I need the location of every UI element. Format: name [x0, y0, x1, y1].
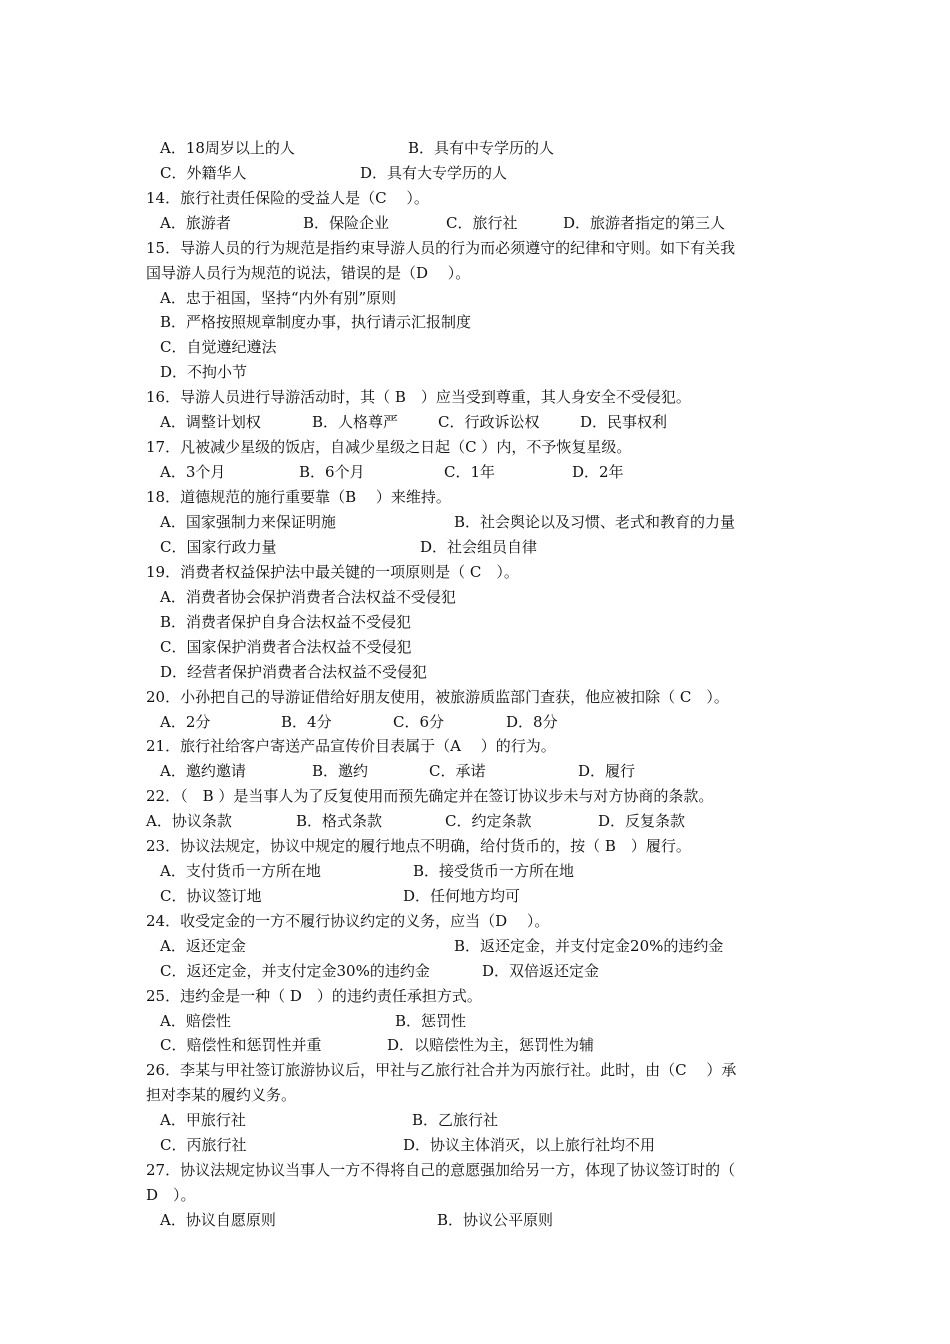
option-item: A．消费者协会保护消费者合法权益不受侵犯: [160, 588, 456, 606]
question-line: 18．道德规范的施行重要靠（B ）来维持。: [146, 488, 451, 506]
option-item: A．返还定金: [160, 937, 246, 955]
option-item: C．返还定金，并支付定金30%的违约金: [160, 962, 430, 980]
option-item: B．严格按照规章制度办事，执行请示汇报制度: [160, 313, 472, 331]
question-line: 26．李某与甲社签订旅游协议后，甲社与乙旅行社合并为丙旅行社。此时，由（C ）承: [146, 1061, 737, 1079]
option-item: D．以赔偿性为主，惩罚性为辅: [387, 1036, 595, 1054]
question-line: 24．收受定金的一方不履行协议约定的义务，应当（D ）。: [146, 912, 550, 930]
option-item: B．4分: [281, 713, 332, 731]
option-item: A．协议条款: [146, 812, 232, 830]
option-item: B．6个月: [299, 463, 365, 481]
question-line: 担对李某的履约义务。: [146, 1086, 297, 1104]
option-item: A．调整计划权: [160, 413, 261, 431]
option-item: B．接受货币一方所在地: [413, 862, 575, 880]
option-item: D．协议主体消灭，以上旅行社均不用: [403, 1136, 656, 1154]
option-item: A．国家强制力来保证明施: [160, 513, 336, 531]
option-item: C．行政诉讼权: [438, 413, 540, 431]
option-item: A．协议自愿原则: [160, 1211, 276, 1229]
question-line: 21．旅行社给客户寄送产品宣传价目表属于（A ）的行为。: [146, 737, 556, 755]
option-item: B．人格尊严: [312, 413, 399, 431]
option-item: A．忠于祖国，坚持“内外有别”原则: [160, 289, 397, 307]
question-line: 27．协议法规定协议当事人一方不得将自己的意愿强加给另一方，体现了协议签订时的（: [146, 1161, 736, 1179]
question-line: 国导游人员行为规范的说法，错误的是（D ）。: [146, 264, 471, 282]
option-item: D．双倍返还定金: [482, 962, 600, 980]
option-item: D．民事权利: [580, 413, 668, 431]
question-line: D ）。: [146, 1186, 196, 1204]
option-item: A．旅游者: [160, 214, 231, 232]
option-item: A．支付货币一方所在地: [160, 862, 321, 880]
option-item: C．1年: [444, 463, 496, 481]
option-item: D．经营者保护消费者合法权益不受侵犯: [160, 663, 428, 681]
option-item: C．约定条款: [445, 812, 532, 830]
option-item: A．邀约邀请: [160, 762, 246, 780]
option-item: A．3个月: [160, 463, 226, 481]
option-item: B．社会舆论以及习惯、老式和教育的力量: [454, 513, 736, 531]
question-line: 23．协议法规定，协议中规定的履行地点不明确，给付货币的，按（ B ）履行。: [146, 837, 691, 855]
option-item: C．旅行社: [446, 214, 518, 232]
option-item: B．邀约: [312, 762, 369, 780]
option-item: C．国家行政力量: [160, 538, 277, 556]
option-item: D．具有大专学历的人: [360, 164, 508, 182]
option-item: B．消费者保护自身合法权益不受侵犯: [160, 613, 412, 631]
option-item: A．赔偿性: [160, 1012, 231, 1030]
option-item: A．18周岁以上的人: [160, 139, 295, 157]
option-item: D．履行: [578, 762, 636, 780]
option-item: B．返还定金，并支付定金20%的违约金: [454, 937, 724, 955]
option-item: C．协议签订地: [160, 887, 262, 905]
option-item: C．国家保护消费者合法权益不受侵犯: [160, 638, 412, 656]
option-item: D．旅游者指定的第三人: [563, 214, 726, 232]
option-item: C．承诺: [429, 762, 486, 780]
question-line: 20．小孙把自己的导游证借给好朋友使用，被旅游质监部门查获，他应被扣除（ C ）。: [146, 688, 729, 706]
option-item: C．外籍华人: [160, 164, 247, 182]
option-item: A．甲旅行社: [160, 1111, 246, 1129]
option-item: B．保险企业: [303, 214, 390, 232]
option-item: B．具有中专学历的人: [408, 139, 555, 157]
option-item: A．2分: [160, 713, 211, 731]
question-line: 16．导游人员进行导游活动时，其（ B ）应当受到尊重，其人身安全不受侵犯。: [146, 388, 691, 406]
option-item: D．2年: [572, 463, 624, 481]
option-item: D．反复条款: [598, 812, 686, 830]
question-line: 14．旅行社责任保险的受益人是（C ）。: [146, 189, 429, 207]
question-line: 22．（ B ）是当事人为了反复使用而预先确定并在签订协议步未与对方协商的条款。: [146, 787, 714, 805]
option-item: B．惩罚性: [395, 1012, 467, 1030]
option-item: C．丙旅行社: [160, 1136, 247, 1154]
option-item: C．自觉遵纪遵法: [160, 338, 277, 356]
question-line: 17．凡被减少星级的饭店，自减少星级之日起（C ）内，不予恢复星级。: [146, 438, 632, 456]
option-item: C．6分: [393, 713, 445, 731]
option-item: D．不拘小节: [160, 363, 248, 381]
question-line: 19．消费者权益保护法中最关键的一项原则是（ C ）。: [146, 563, 519, 581]
option-item: B．协议公平原则: [437, 1211, 554, 1229]
option-item: B．乙旅行社: [412, 1111, 499, 1129]
option-item: D．社会组员自律: [420, 538, 538, 556]
option-item: C．赔偿性和惩罚性并重: [160, 1036, 322, 1054]
option-item: D．8分: [506, 713, 558, 731]
question-line: 15．导游人员的行为规范是指约束导游人员的行为而必须遵守的纪律和守则。如下有关我: [146, 239, 736, 257]
question-line: 25．违约金是一种（ D ）的违约责任承担方式。: [146, 987, 482, 1005]
option-item: B．格式条款: [296, 812, 383, 830]
option-item: D．任何地方均可: [403, 887, 521, 905]
